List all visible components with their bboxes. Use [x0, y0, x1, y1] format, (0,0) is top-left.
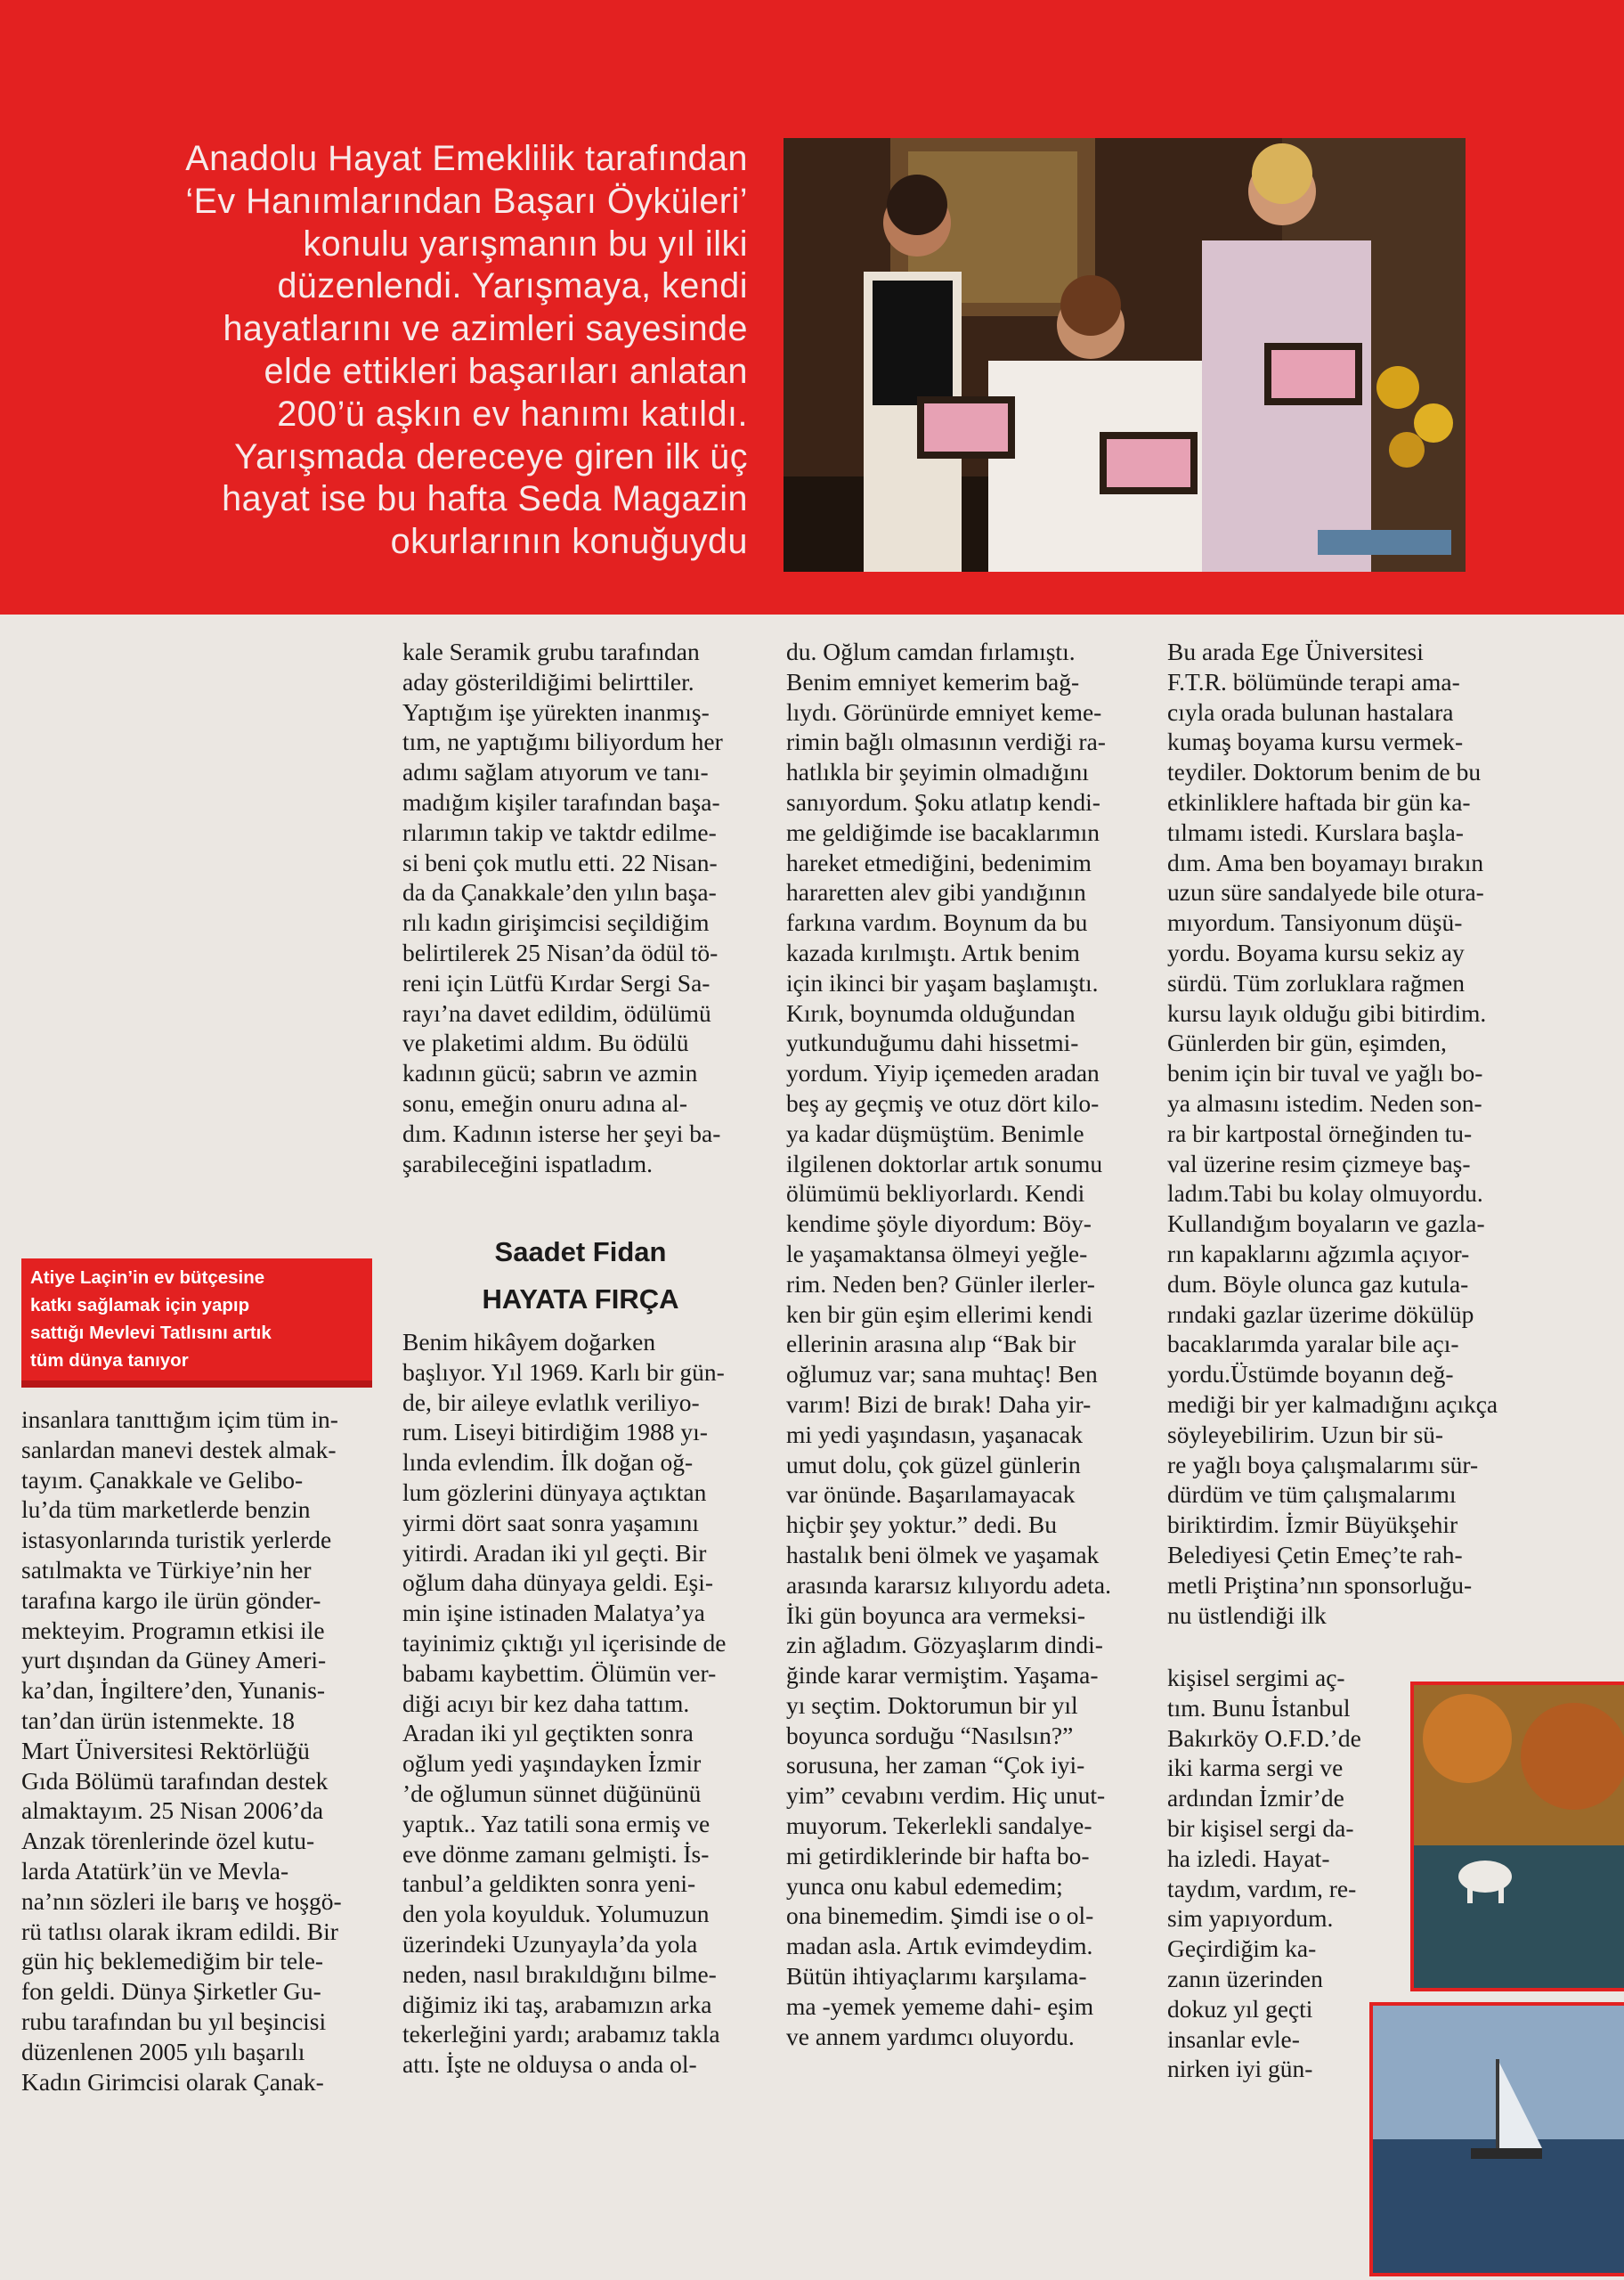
sidebar-text: Atiye Laçin’in ev bütçesine katkı sağlamak için yapıp sattığı Mevlevi Tatlısını artık tüm dünya tanıyor [30, 1267, 272, 1371]
article-column-2: kale Seramik grubu tarafından aday gösterildiğimi belirttiler. Yaptığım işe yürekten inanmış- tım, ne yaptığımı biliyordum her adımı sağlam atıyorum ve tanı- madığım kişiler tarafından başa- rılarımın takip ve taktdr edilme- si beni çok mutlu etti. 22 Nisan- da da Çanakkale’den yılın başa- rılı kadın girişimcisi seçildiğim belirtilerek 25 Nisan’da ödül tö- reni için Lütfü Kırdar Sergi Sa- rayı’na davet edildim, ödülümü ve plaketimi aldım. Bu ödülü kadının gücü; sabrın ve azmin sonu, emeğin onuru adına al- dım. Kadının isterse her şeyi ba- şarabileceğini ispatladım. [402, 638, 723, 1177]
subheading-name: Saadet Fidan [494, 1236, 667, 1267]
intro-text: Anadolu Hayat Emeklilik tarafından ‘Ev Hanımlarından Başarı Öyküleri’ konulu yarışmanın bu yıl ilki düzenlendi. Yarışmaya, kendi hayatlarını ve azimleri sayesinde elde ettikleri başarıları anlatan 200’ü aşkın ev hanımı katıldı. Yarışmada dereceye giren ilk üç hayat ise bu hafta Seda Magazin okurlarının konuğuydu [185, 139, 748, 562]
sidebar-box [21, 1258, 372, 1388]
painting-image-2 [1369, 2002, 1624, 2276]
article-column-3: du. Oğlum camdan fırlamıştı. Benim emniyet kemerim bağ- lıydı. Görünürde emniyet keme- rimin bağlı olmasının verdiği ra- hatlıkla bir şeyimin olmadığını sanıyordum. Şoku atlatıp kendi- me geldiğimde ise bacaklarımın hareket etmediğini, bedenimim hararetten alev gibi yandığının farkına vardım. Boynum da bu kazada kırılmıştı. Artık benim için ikinci bir yaşam başlamıştı. Kırık, boynumda olduğundan yutkunduğumu dahi hissetmi- yordum. Yiyip içemeden aradan beş ay geçmiş ve otuz dört kilo- ya kadar düşmüştüm. Benimle ilgilenen doktorlar artık sonumu ölümümü bekliyorlardı. Kendi kendime şöyle diyordum: Böy- le yaşamaktansa ölmeyi yeğle- rim. Neden ben? Günler ilerler- ken bir gün eşim ellerimi kendi ellerinin arasına alıp “Bak bir oğlumuz var; sana muhtaç! Ben varım! Bizi de bırak! Daha yir- mi yedi yaşındasın, yaşanacak umut dolu, çok güzel günlerin var önünde. Başarılamayacak hiçbir şey yoktur.” dedi. Bu hastalık beni ölmek ve yaşamak arasında kararsız kılıyordu adeta. İki gün boyunca ara vermeksi- zin ağladım. Gözyaşlarım dindi- ğinde karar vermiştim. Yaşama- yı seçtim. Doktorumun bir yıl boyunca sorduğu “Nasılsın?” sorusuna, her zaman “Çok iyi- yim” cevabını verdim. Hiç unut- muyorum. Tekerlekli sandalye- mi getirdiklerinde bir hafta bo- yunca onu kabul edemedim; ona binemedim. Şimdi ise o ol- madan asla. Artık evimdeydim. Bütün ihtiyaçlarımı karşılama- ma -yemek yememe dahi- eşim ve annem yardımcı oluyordu. [786, 638, 1111, 2050]
subheading-title: HAYATA FIRÇA [482, 1283, 679, 1315]
article-column-2-continued: Benim hikâyem doğarken başlıyor. Yıl 1969. Karlı bir gün- de, bir aileye evlatlık veriliyo- rum. Liseyi bitirdiğim 1988 yı- lında evlendim. İlk doğan oğ- lum gözlerini dünyaya açtıktan yirmi dört saat sonra yaşamını yitirdi. Aradan iki yıl geçti. Bir oğlum daha dünyaya geldi. Eşi- min işine istinaden Malatya’ya tayinimiz çıktığı yıl içerisinde de babamı kaybettim. Ölümün ver- diği acıyı bir kez daha tattım. Aradan iki yıl geçtikten sonra oğlum yedi yaşındayken İzmir ’de oğlumun sünnet düğününü yaptık.. Yaz tatili sona ermiş ve eve dönme zamanı gelmişti. İs- tanbul’a geldikten sonra yeni- den yola koyulduk. Yolumuzun üzerindeki Uzunyayla’da yola neden, nasıl bırakıldığını bilme- diğimiz iki taş, arabamızın arka tekerleğini yardı; arabamız takla attı. İşte ne olduysa o anda ol- [402, 1328, 727, 2079]
article-column-4-continued: kişisel sergimi aç- tım. Bunu İstanbul Bakırköy O.F.D.’de iki karma sergi ve ardından İzmir’de bir kişisel sergi da- ha izledi. Hayat- taydım, vardım, re- sim yapıyordum. Geçirdiğim ka- zanın üzerinden dokuz yıl geçti insanlar evle- nirken iyi gün- [1167, 1664, 1361, 2083]
winners-photo [784, 138, 1466, 572]
painting-image-1 [1410, 1682, 1624, 1991]
article-column-4: Bu arada Ege Üniversitesi F.T.R. bölümünde terapi ama- cıyla orada bulunan hastalara kumaş boyama kursu vermek- teydiler. Doktorum benim de bu etkinliklere haftada bir gün ka- tılmamı istedi. Kurslara başla- dım. Ama ben boyamayı bırakın uzun süre sandalyede bile otura- mıyordum. Tansiyonum düşü- yordu. Boyama kursu sekiz ay sürdü. Tüm zorluklara rağmen kursu layık olduğu gibi bitirdim. Günlerden bir gün, eşimden, benim için bir tuval ve yağlı bo- ya almasını istedim. Neden son- ra bir kartpostal örneğinden tu- val üzerine resim çizmeye baş- ladım.Tabi bu kolay olmuyordu. Kullandığım boyaların ve gazla- rın kapaklarını ağzımla açıyor- dum. Böyle olunca gaz kutula- rındaki gazlar üzerime dökülüp bacaklarımda yaralar bile açı- yordu.Üstümde boyanın değ- mediği bir yer kalmadığını açıkça söyleyebilirim. Uzun bir sü- re yağlı boya çalışmalarımı sür- dürdüm ve tüm çalışmalarımı biriktirdim. İzmir Büyükşehir Belediyesi Çetin Emeç’te rah- metli Priştina’nın sponsorluğu- nu üstlendiği ilk [1167, 638, 1498, 1629]
article-column-1: insanlara tanıttığım içim tüm in- sanlardan manevi destek almak- tayım. Çanakkale ve Gelibo- lu’da tüm marketlerde benzin istasyonlarında turistik yerlerde satılmakta ve Türkiye’nin her tarafına kargo ile ürün gönder- mekteyim. Programın etkisi ile yurt dışından da Güney Ameri- ka’dan, İngiltere’den, Yunanis- tan’dan ürün istenmekte. 18 Mart Üniversitesi Rektörlüğü Gıda Bölümü tarafından destek almaktayım. 25 Nisan 2006’da Anzak törenlerinde özel kutu- larda Atatürk’ün ve Mevla- na’nın sözleri ile barış ve hoşgö- rü tatlısı olarak ikram edildi. Bir gün hiç beklemediğim bir tele- fon geldi. Dünya Şirketler Gu- rubu tarafından bu yıl beşincisi düzenlenen 2005 yılı başarılı Kadın Girimcisi olarak Çanak- [21, 1405, 342, 2096]
